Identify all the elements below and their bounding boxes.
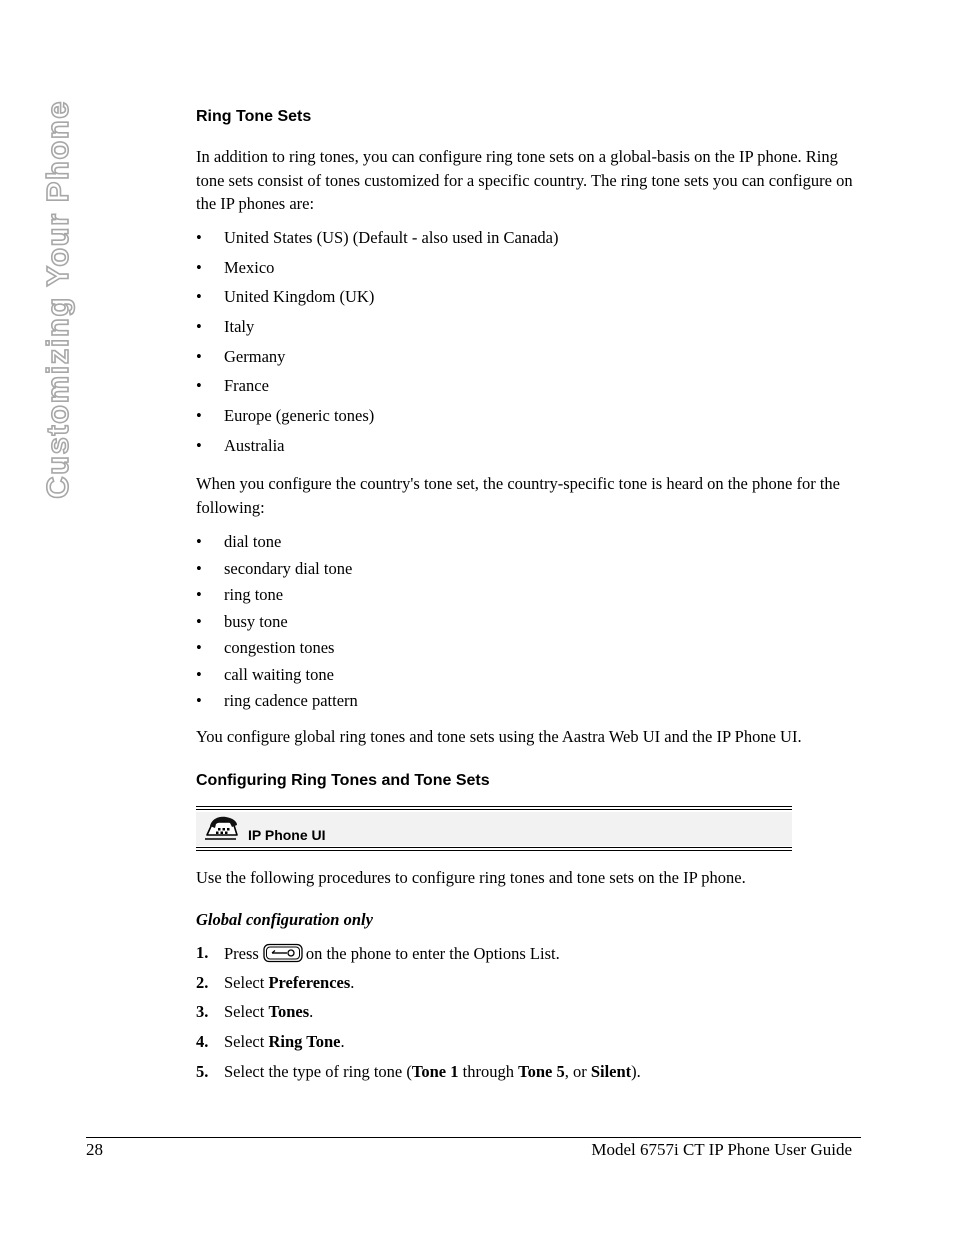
list-item: • Germany xyxy=(196,346,286,366)
list-item: • France xyxy=(196,376,269,396)
banner-bottom-rule xyxy=(196,850,792,851)
subheading-global-configuration: Global configuration only xyxy=(196,910,373,929)
list-item: • ring tone xyxy=(196,585,284,604)
procedure-intro-paragraph: Use the following procedures to configure ring tones and tone sets on the IP phone. xyxy=(196,868,746,887)
list-item: • dial tone xyxy=(196,532,282,551)
intro-paragraph: In addition to ring tones, you can configure ring tone sets on a global-basis on the IP phone. Ring tone sets consist of tones customized for a specific country. The ring tone sets you can configure on the IP phones are: xyxy=(196,147,853,213)
section-heading-configuring: Configuring Ring Tones and Tone Sets xyxy=(196,772,490,789)
banner-label: IP Phone UI xyxy=(248,827,326,843)
footer-rule xyxy=(86,1137,861,1138)
phone-handset-icon xyxy=(204,816,240,847)
options-key-icon xyxy=(263,943,303,968)
summary-paragraph: You configure global ring tones and tone sets using the Aastra Web UI and the IP Phone UI. xyxy=(196,727,802,746)
list-item: • ring cadence pattern xyxy=(196,691,358,710)
list-item: • Italy xyxy=(196,317,255,337)
list-item: • United Kingdom (UK) xyxy=(196,287,375,307)
country-list xyxy=(196,228,559,466)
tone-intro-paragraph: When you configure the country's tone set, the country-specific tone is heard on the phone for the following: xyxy=(196,474,840,517)
step-item: 3. Select Tones. xyxy=(196,1002,314,1022)
page-number: 28 xyxy=(86,1140,103,1159)
list-item: • Mexico xyxy=(196,257,275,277)
banner-bottom-rule-inner xyxy=(196,847,792,848)
ip-phone-ui-banner xyxy=(196,806,792,852)
list-item: • United States (US) (Default - also used in Canada) xyxy=(196,228,559,247)
banner-top-rule-inner xyxy=(196,809,792,810)
list-item: • congestion tones xyxy=(196,638,335,657)
step-item: 1. Press on the phone to enter the Options List. xyxy=(196,943,641,973)
step-item: 2. Select Preferences. xyxy=(196,972,355,992)
section-heading-ring-tone-sets: Ring Tone Sets xyxy=(196,108,312,125)
list-item: • Australia xyxy=(196,435,285,455)
tone-list xyxy=(196,532,358,718)
banner-top-rule xyxy=(196,806,792,807)
list-item: • Europe (generic tones) xyxy=(196,406,375,426)
step-item: 4. Select Ring Tone. xyxy=(196,1032,345,1052)
list-item: • call waiting tone xyxy=(196,664,334,684)
procedure-steps xyxy=(196,943,641,1091)
list-item: • busy tone xyxy=(196,611,288,631)
chapter-side-tab: Customizing Your Phone xyxy=(40,100,75,499)
list-item: • secondary dial tone xyxy=(196,558,353,578)
step-item: 5. Select the type of ring tone (Tone 1 through Tone 5, or Silent). xyxy=(196,1061,641,1081)
guide-title: Model 6757i CT IP Phone User Guide xyxy=(591,1140,852,1159)
